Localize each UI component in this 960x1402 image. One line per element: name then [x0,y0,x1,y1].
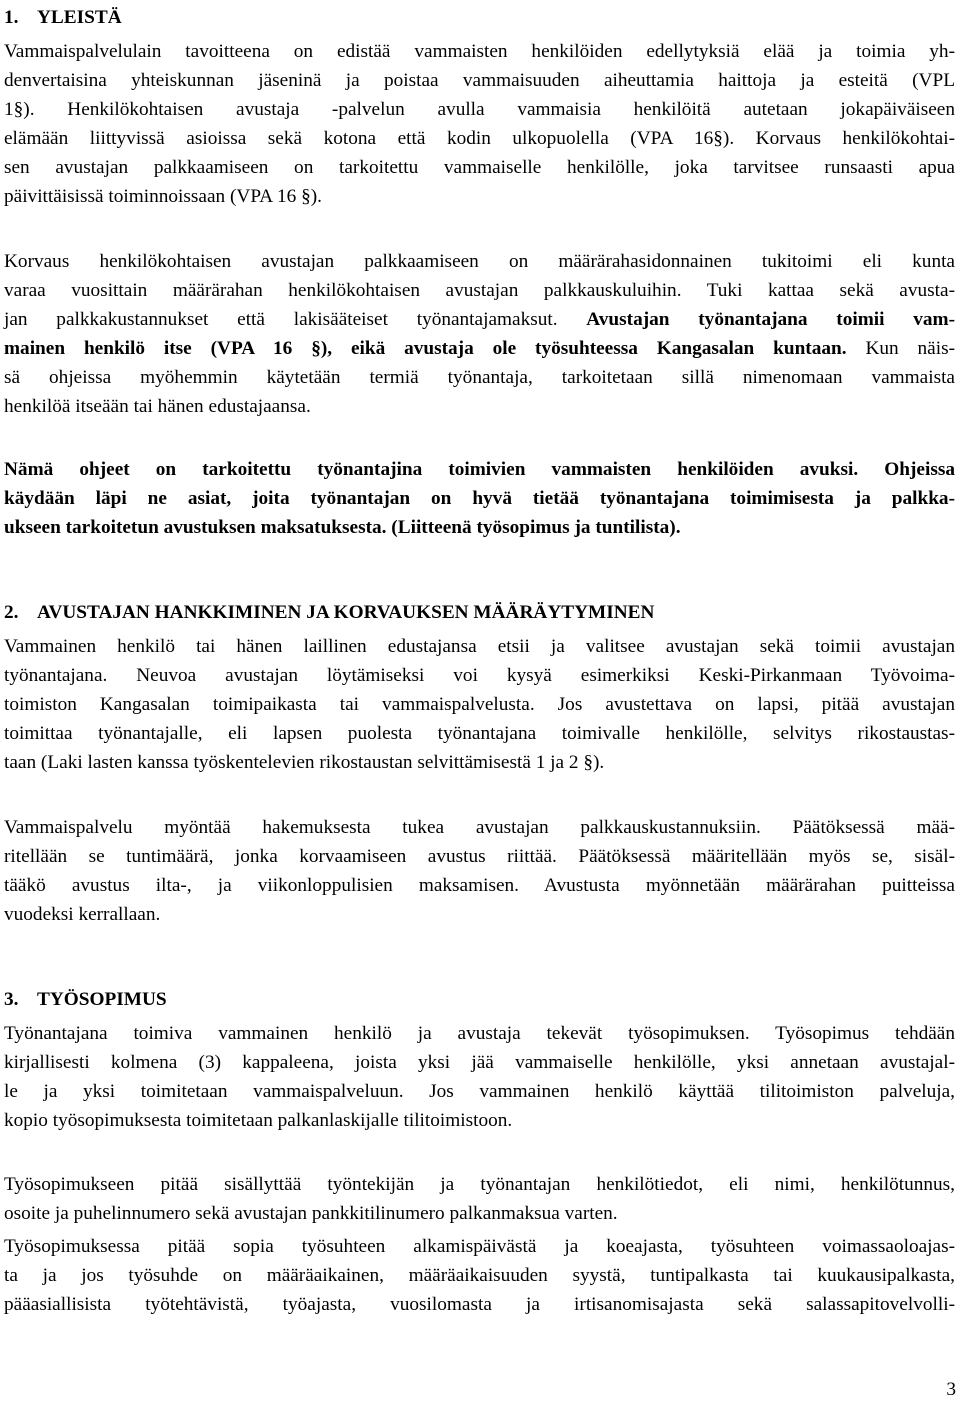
text-line [4,1048,955,1077]
text-line [4,1077,955,1106]
text-segment: tääkö avustus ilta-, ja viikonloppulisien maksamisen. Avustusta myönnetään määrärahan puitteissa [4,875,955,896]
text-line [4,276,955,305]
text-line [4,124,955,153]
section-title: AVUSTAJAN HANKKIMINEN JA KORVAUKSEN MÄÄRÄYTYMINEN [37,602,655,623]
text-segment: pääasiallisista työtehtävistä, työajasta, vuosilomasta ja irtisanomisajasta sekä salassapitovelvolli- [4,1294,955,1315]
text-line [4,513,955,542]
text-line [4,1290,955,1319]
text-segment: 1§). Henkilökohtaisen avustaja -palvelun avulla vammaisia henkilöitä autetaan jokapäiväiseen [4,99,955,120]
text-segment: denvertaisina yhteiskunnan jäseninä ja poistaa vammaisuuden aiheuttamia haittoja ja esteitä (VPL [4,70,955,91]
text-line [4,719,955,748]
section-heading [4,3,122,32]
text-line [4,748,955,777]
text-segment: Korvaus henkilökohtaisen avustajan palkkaamiseen on määrärahasidonnainen tukitoimi eli kunta [4,251,955,272]
text-segment: Vammainen henkilö tai hänen laillinen edustajansa etsii ja valitsee avustajan sekä toimii avustajan [4,636,955,657]
text-segment: sen avustajan palkkaamiseen on tarkoitettu vammaiselle henkilölle, joka tarvitsee runsaasti apua [4,157,955,178]
text-segment: Työnantajana toimiva vammainen henkilö ja avustaja tekevät työsopimuksen. Työsopimus tehdään [4,1023,955,1044]
bold-text-segment: Avustajan työnantajana toimii vam- [586,309,956,330]
text-line [4,153,955,182]
text-line [4,95,955,124]
section-heading [4,985,167,1014]
text-segment: päivittäisissä toiminnoissaan (VPA 16 §). [4,186,322,207]
text-line [4,247,955,276]
bold-text-segment: mainen henkilö itse (VPA 16 §), eikä avustaja ole työsuhteessa Kangasalan kuntaan. [4,338,847,359]
text-line [4,392,955,421]
text-segment: toimittaa työnantajalle, eli lapsen puolesta työnantajana toimivalle henkilölle, selvitys rikostaustas- [4,723,955,744]
text-line [4,1232,955,1261]
text-segment: Työsopimuksessa pitää sopia työsuhteen alkamispäivästä ja koeajasta, työsuhteen voimassaoloajas- [4,1236,955,1257]
text-segment: varaa vuosittain määrärahan henkilökohtaisen avustajan palkkauskuluihin. Tuki kattaa sekä avusta- [4,280,955,301]
text-segment: elämään liittyvissä asioissa sekä kotona että kodin ulkopuolella (VPA 16§). Korvaus henkilökohtai- [4,128,955,149]
bold-text-segment: Nämä ohjeet on tarkoitettu työnantajina toimivien vammaisten henkilöiden avuksi. Ohjeissa [4,459,955,480]
page-number: 3 [946,1379,956,1400]
section-number: 3. [4,989,19,1010]
text-line [4,1261,955,1290]
text-line [4,1199,955,1228]
text-line [4,37,955,66]
text-line [4,690,955,719]
text-line [4,661,955,690]
text-segment: henkilöä itseään tai hänen edustajaansa. [4,396,311,417]
text-segment: työnantajana. Neuvoa avustajan löytämiseksi voi kysyä esimerkiksi Keski-Pirkanmaan Työvoima- [4,665,955,686]
text-segment: jan palkkakustannukset että lakisääteiset työnantajamaksut. [4,309,587,330]
text-line [4,1019,955,1048]
text-segment: taan (Laki lasten kanssa työskentelevien rikostaustan selvittämisestä 1 ja 2 §). [4,752,605,773]
text-segment: ta ja jos työsuhde on määräaikainen, määräaikaisuuden syystä, tuntipalkasta tai kuukausipalkasta, [4,1265,955,1286]
text-line [4,842,955,871]
text-segment: Vammaispalvelulain tavoitteena on edistää vammaisten henkilöiden edellytyksiä elää ja toimia yh- [4,41,955,62]
text-line [4,632,955,661]
bold-text-segment: käydään läpi ne asiat, joita työnantajan on hyvä tietää työnantajana toimimisesta ja palkka- [4,488,955,509]
text-segment: Vammaispalvelu myöntää hakemuksesta tukea avustajan palkkauskustannuksiin. Päätöksessä mää- [4,817,955,838]
text-segment: Kun näis- [846,338,955,359]
text-line [4,334,955,363]
section-title: TYÖSOPIMUS [37,989,167,1010]
text-segment: le ja yksi toimitetaan vammaispalveluun. Jos vammainen henkilö käyttää tilitoimiston palveluja, [4,1081,955,1102]
text-line [4,1106,955,1135]
text-line [4,182,955,211]
text-line [4,363,955,392]
section-heading [4,598,654,627]
text-segment: vuodeksi kerrallaan. [4,904,161,925]
text-line [4,455,955,484]
text-segment: sä ohjeissa myöhemmin käytetään termiä työnantaja, tarkoitetaan sillä nimenomaan vammaista [4,367,955,388]
text-line [4,900,955,929]
bold-text-segment: ukseen tarkoitetun avustuksen maksatuksesta. (Liitteenä työsopimus ja tuntilista). [4,517,681,538]
section-title: YLEISTÄ [37,7,122,28]
section-number: 1. [4,7,19,28]
text-line [4,813,955,842]
section-number: 2. [4,602,19,623]
text-line [4,484,955,513]
text-line [4,871,955,900]
text-segment: osoite ja puhelinnumero sekä avustajan pankkitilinumero palkanmaksua varten. [4,1203,618,1224]
text-segment: kopio työsopimuksesta toimitetaan palkanlaskijalle tilitoimistoon. [4,1110,513,1131]
text-line [4,1170,955,1199]
text-segment: kirjallisesti kolmena (3) kappaleena, joista yksi jää vammaiselle henkilölle, yksi annetaan avustajal- [4,1052,955,1073]
text-segment: Työsopimukseen pitää sisällyttää työntekijän ja työnantajan henkilötiedot, eli nimi, henkilötunnus, [4,1174,955,1195]
text-segment: ritellään se tuntimäärä, jonka korvaamiseen avustus riittää. Päätöksessä määritellään myös se, sisäl- [4,846,955,867]
text-line [4,66,955,95]
text-line [4,305,955,334]
text-segment: toimiston Kangasalan toimipaikasta tai vammaispalvelusta. Jos avustettava on lapsi, pitää avustajan [4,694,955,715]
